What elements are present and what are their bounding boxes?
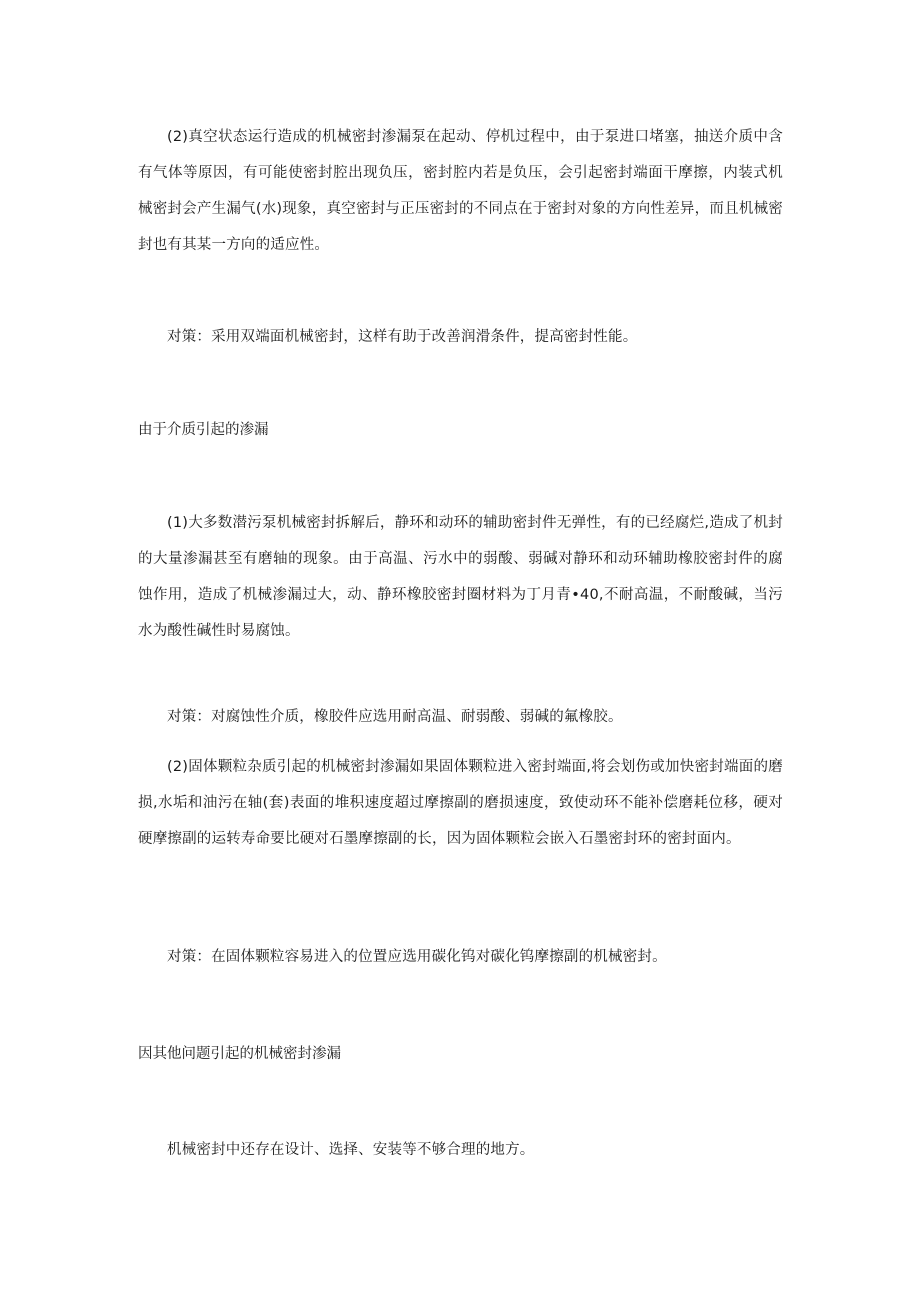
paragraph-solid-particles: (2)固体颗粒杂质引起的机械密封渗漏如果固体颗粒进入密封端面,将会划伤或加快密封端面的磨损,水垢和油污在轴(套)表面的堆积速度超过摩擦副的磨损速度，致使动环不能补偿磨耗位移，硬对硬摩擦副的运转寿命要比硬对石墨摩擦副的长，因为固体颗粒会嵌入石墨密封环的密封面内。 xyxy=(138,759,783,847)
paragraph-countermeasure-fluororubber: 对策：对腐蚀性介质，橡胶件应选用耐高温、耐弱酸、弱碱的氟橡胶。 xyxy=(167,709,623,725)
paragraph-design-issues: 机械密封中还存在设计、选择、安装等不够合理的地方。 xyxy=(167,1142,535,1158)
paragraph-vacuum-leakage: (2)真空状态运行造成的机械密封渗漏泵在起动、停机过程中，由于泵进口堵塞，抽送介质中含有气体等原因，有可能使密封腔出现负压，密封腔内若是负压，会引起密封端面干摩擦，内装式机械密封会产生漏气(水)现象，真空密封与正压密封的不同点在于密封对象的方向性差异，而且机械密封也有其某一方向的适应性。 xyxy=(138,129,783,253)
section-heading-medium-leakage: 由于介质引起的渗漏 xyxy=(138,422,269,438)
section-heading-other-problems: 因其他问题引起的机械密封渗漏 xyxy=(138,1046,341,1062)
paragraph-countermeasure-double-seal: 对策：采用双端面机械密封，这样有助于改善润滑条件，提高密封性能。 xyxy=(167,329,638,345)
paragraph-sewage-pump-seal: (1)大多数潜污泵机械密封拆解后，静环和动环的辅助密封件无弹性，有的已经腐烂,造成了机封的大量渗漏甚至有磨轴的现象。由于高温、污水中的弱酸、弱碱对静环和动环辅助橡胶密封件的腐蚀作用，造成了机械渗漏过大，动、静环橡胶密封圈材料为丁月青•40,不耐高温，不耐酸碱，当污水为酸性碱性时易腐蚀。 xyxy=(138,515,783,639)
paragraph-countermeasure-tungsten-carbide: 对策：在固体颗粒容易进入的位置应选用碳化钨对碳化钨摩擦副的机械密封。 xyxy=(167,949,667,965)
